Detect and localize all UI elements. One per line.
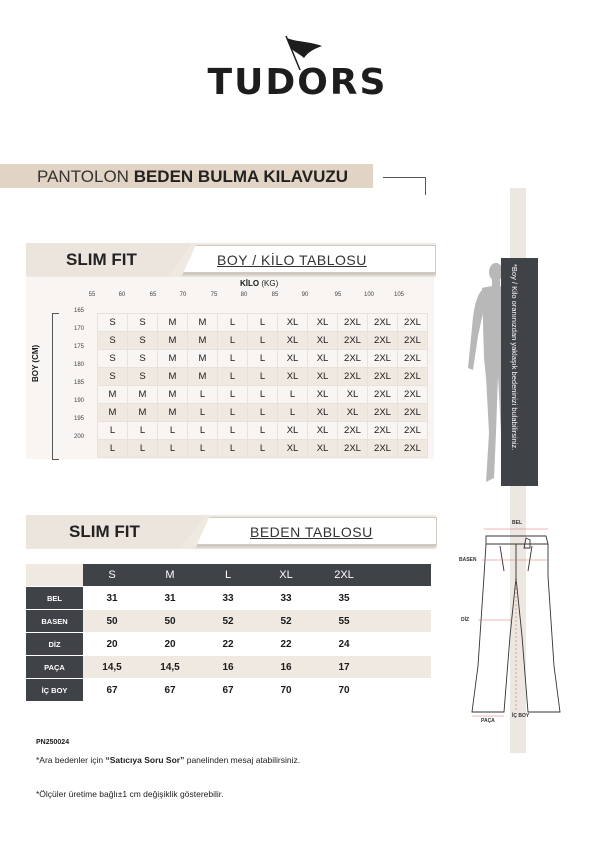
size-cell: 2XL bbox=[368, 350, 398, 368]
size-cell: M bbox=[128, 404, 158, 422]
kilo-tick: 75 bbox=[210, 292, 218, 298]
measure-row bbox=[26, 633, 431, 656]
boy-tick: 180 bbox=[73, 362, 84, 368]
size-cell: 2XL bbox=[338, 368, 368, 386]
note-ara-beden bbox=[36, 755, 300, 765]
size-cell: 2XL bbox=[368, 332, 398, 350]
size-cell: S bbox=[128, 314, 158, 332]
measure-cell: 67 bbox=[199, 679, 257, 702]
measure-row bbox=[26, 679, 431, 702]
size-cell: M bbox=[158, 368, 188, 386]
side-note: *Boy / Kilo oranınızdan yaklaşık bedeninizi bulabilirsiniz. bbox=[510, 264, 519, 451]
measure-cell: 33 bbox=[199, 587, 257, 610]
measure-cell: 52 bbox=[257, 610, 315, 633]
note1-post: panelinden mesaj atabilirsiniz. bbox=[184, 755, 301, 765]
size-cell: XL bbox=[308, 332, 338, 350]
size-grid-row bbox=[98, 332, 428, 350]
size-cell: L bbox=[218, 314, 248, 332]
size-cell: 2XL bbox=[398, 314, 428, 332]
size-cell: M bbox=[98, 404, 128, 422]
measure-row bbox=[26, 587, 431, 610]
measure-cell: 22 bbox=[257, 633, 315, 656]
size-cell: 2XL bbox=[338, 332, 368, 350]
kilo-tick: 95 bbox=[334, 292, 342, 298]
size-cell: 2XL bbox=[398, 350, 428, 368]
size-cell: S bbox=[98, 332, 128, 350]
size-cell: 2XL bbox=[338, 422, 368, 440]
size-cell: M bbox=[158, 350, 188, 368]
measure-cell: 20 bbox=[83, 633, 141, 656]
size-cell: XL bbox=[308, 350, 338, 368]
size-cell: L bbox=[278, 404, 308, 422]
size-cell: XL bbox=[308, 440, 338, 458]
boy-tick: 170 bbox=[73, 326, 84, 332]
size-cell: 2XL bbox=[368, 368, 398, 386]
size-cell: L bbox=[218, 386, 248, 404]
size-grid-row bbox=[98, 314, 428, 332]
size-cell: XL bbox=[338, 404, 368, 422]
measure-cell: 31 bbox=[83, 587, 141, 610]
size-cell: XL bbox=[338, 386, 368, 404]
pants-label-diz: DİZ bbox=[461, 617, 470, 623]
size-cell: L bbox=[188, 422, 218, 440]
measure-empty-cell bbox=[373, 633, 431, 656]
size-cell: XL bbox=[308, 422, 338, 440]
size-cell: L bbox=[248, 386, 278, 404]
measure-cell: 17 bbox=[315, 656, 373, 679]
boy-tick: 185 bbox=[73, 380, 84, 386]
kilo-tick: 60 bbox=[118, 292, 126, 298]
measure-corner bbox=[26, 564, 83, 587]
measure-row bbox=[26, 610, 431, 633]
measure-cell: 70 bbox=[315, 679, 373, 702]
title-bold: BEDEN BULMA KILAVUZU bbox=[133, 167, 349, 186]
title-line-vertical bbox=[425, 177, 426, 195]
note1-bold: “Satıcıya Soru Sor” bbox=[105, 755, 185, 765]
measure-size-header: L bbox=[199, 564, 257, 587]
size-grid-row bbox=[98, 350, 428, 368]
size-cell: XL bbox=[308, 404, 338, 422]
size-grid-row bbox=[98, 386, 428, 404]
size-cell: XL bbox=[278, 422, 308, 440]
size-cell: XL bbox=[308, 368, 338, 386]
kilo-tick: 70 bbox=[179, 292, 187, 298]
measure-cell: 24 bbox=[315, 633, 373, 656]
measure-cell: 14,5 bbox=[83, 656, 141, 679]
measurement-table bbox=[26, 564, 431, 701]
size-cell: L bbox=[188, 440, 218, 458]
measure-header-row bbox=[26, 564, 431, 587]
page-title bbox=[37, 167, 348, 187]
size-cell: 2XL bbox=[338, 350, 368, 368]
measure-size-header: XL bbox=[257, 564, 315, 587]
measure-cell: 14,5 bbox=[141, 656, 199, 679]
size-cell: XL bbox=[278, 350, 308, 368]
size-grid-row bbox=[98, 368, 428, 386]
section2-heading: BEDEN TABLOSU bbox=[250, 524, 373, 540]
measure-cell: 50 bbox=[83, 610, 141, 633]
size-cell: L bbox=[248, 440, 278, 458]
size-cell: 2XL bbox=[398, 404, 428, 422]
size-cell: 2XL bbox=[368, 386, 398, 404]
size-cell: S bbox=[128, 368, 158, 386]
size-grid bbox=[97, 313, 428, 458]
measure-cell: 16 bbox=[199, 656, 257, 679]
boy-label: BOY (CM) bbox=[31, 344, 40, 382]
measure-row-label: İÇ BOY bbox=[26, 679, 83, 702]
measure-cell: 20 bbox=[141, 633, 199, 656]
kilo-tick: 80 bbox=[240, 292, 248, 298]
boy-tick: 165 bbox=[73, 308, 84, 314]
size-cell: L bbox=[248, 350, 278, 368]
pants-label-ic-boy: İÇ BOY bbox=[512, 713, 530, 719]
size-cell: 2XL bbox=[368, 404, 398, 422]
size-cell: 2XL bbox=[338, 314, 368, 332]
title-light: PANTOLON bbox=[37, 167, 129, 186]
measure-cell: 50 bbox=[141, 610, 199, 633]
note1-pre: *Ara bedenler için bbox=[36, 755, 106, 765]
pants-label-bel: BEL bbox=[512, 520, 522, 526]
note-olcu: *Ölçüler üretime bağlı±1 cm değişiklik gösterebilir. bbox=[36, 789, 224, 799]
boy-tick: 200 bbox=[73, 434, 84, 440]
measure-empty-cell bbox=[373, 587, 431, 610]
size-cell: L bbox=[128, 440, 158, 458]
size-cell: 2XL bbox=[398, 386, 428, 404]
size-cell: L bbox=[158, 422, 188, 440]
size-cell: XL bbox=[308, 314, 338, 332]
size-cell: S bbox=[98, 368, 128, 386]
size-cell: M bbox=[158, 386, 188, 404]
section2-tab-label: SLIM FIT bbox=[69, 522, 140, 541]
size-cell: L bbox=[218, 350, 248, 368]
kilo-tick: 55 bbox=[88, 292, 96, 298]
measure-cell: 55 bbox=[315, 610, 373, 633]
brand-logo: TUDORS bbox=[207, 62, 388, 103]
size-grid-row bbox=[98, 440, 428, 458]
size-cell: 2XL bbox=[398, 368, 428, 386]
kilo-unit: (KG) bbox=[261, 279, 279, 288]
measure-empty-header bbox=[373, 564, 431, 587]
size-cell: 2XL bbox=[368, 440, 398, 458]
kilo-tick: 90 bbox=[301, 292, 309, 298]
size-cell: L bbox=[218, 368, 248, 386]
size-cell: L bbox=[98, 440, 128, 458]
size-cell: S bbox=[98, 350, 128, 368]
measure-empty-cell bbox=[373, 656, 431, 679]
size-cell: 2XL bbox=[338, 440, 368, 458]
kilo-label: KİLO bbox=[240, 279, 260, 288]
section1-tab-label: SLIM FIT bbox=[66, 250, 137, 269]
size-cell: L bbox=[158, 440, 188, 458]
measure-cell: 35 bbox=[315, 587, 373, 610]
kilo-tick: 65 bbox=[149, 292, 157, 298]
size-cell: S bbox=[128, 350, 158, 368]
size-cell: M bbox=[158, 314, 188, 332]
size-cell: L bbox=[248, 314, 278, 332]
kilo-title bbox=[240, 279, 278, 288]
measure-row-label: PAÇA bbox=[26, 656, 83, 679]
size-cell: L bbox=[188, 386, 218, 404]
title-line bbox=[383, 177, 425, 178]
kilo-tick: 100 bbox=[363, 292, 374, 298]
measure-row-label: BEL bbox=[26, 587, 83, 610]
measure-size-header: S bbox=[83, 564, 141, 587]
kilo-tick: 105 bbox=[393, 292, 404, 298]
measure-row-label: BASEN bbox=[26, 610, 83, 633]
boy-bracket bbox=[52, 313, 59, 460]
size-cell: 2XL bbox=[398, 440, 428, 458]
size-cell: XL bbox=[278, 332, 308, 350]
size-cell: 2XL bbox=[398, 422, 428, 440]
size-cell: M bbox=[158, 404, 188, 422]
size-grid-row bbox=[98, 404, 428, 422]
size-cell: L bbox=[98, 422, 128, 440]
measure-cell: 52 bbox=[199, 610, 257, 633]
pants-label-basen: BASEN bbox=[459, 557, 477, 563]
size-cell: L bbox=[218, 422, 248, 440]
measure-cell: 67 bbox=[141, 679, 199, 702]
size-cell: M bbox=[188, 368, 218, 386]
size-cell: 2XL bbox=[398, 332, 428, 350]
measure-cell: 22 bbox=[199, 633, 257, 656]
size-cell: XL bbox=[278, 314, 308, 332]
product-code: PN250024 bbox=[36, 739, 70, 746]
section1-heading: BOY / KİLO TABLOSU bbox=[217, 252, 367, 268]
size-cell: L bbox=[218, 332, 248, 350]
size-cell: S bbox=[98, 314, 128, 332]
size-cell: L bbox=[128, 422, 158, 440]
boy-tick: 195 bbox=[73, 416, 84, 422]
size-cell: L bbox=[218, 440, 248, 458]
size-cell: 2XL bbox=[368, 314, 398, 332]
size-cell: M bbox=[158, 332, 188, 350]
size-cell: L bbox=[218, 404, 248, 422]
size-cell: XL bbox=[278, 440, 308, 458]
size-cell: M bbox=[188, 314, 218, 332]
measure-size-header: M bbox=[141, 564, 199, 587]
size-cell: L bbox=[248, 422, 278, 440]
measure-cell: 31 bbox=[141, 587, 199, 610]
size-cell: M bbox=[188, 332, 218, 350]
pants-diagram-icon bbox=[464, 516, 570, 722]
measure-empty-cell bbox=[373, 610, 431, 633]
pants-label-paca: PAÇA bbox=[481, 718, 495, 724]
kilo-tick: 85 bbox=[271, 292, 279, 298]
size-cell: L bbox=[278, 386, 308, 404]
size-cell: L bbox=[248, 404, 278, 422]
measure-row-label: DİZ bbox=[26, 633, 83, 656]
measure-cell: 33 bbox=[257, 587, 315, 610]
size-cell: M bbox=[128, 386, 158, 404]
measure-size-header: 2XL bbox=[315, 564, 373, 587]
measure-row bbox=[26, 656, 431, 679]
size-cell: L bbox=[188, 404, 218, 422]
size-cell: XL bbox=[278, 368, 308, 386]
measure-cell: 16 bbox=[257, 656, 315, 679]
measure-cell: 67 bbox=[83, 679, 141, 702]
boy-tick: 175 bbox=[73, 344, 84, 350]
size-cell: M bbox=[98, 386, 128, 404]
size-cell: L bbox=[248, 368, 278, 386]
size-grid-row bbox=[98, 422, 428, 440]
measure-empty-cell bbox=[373, 679, 431, 702]
boy-tick: 190 bbox=[73, 398, 84, 404]
size-cell: L bbox=[248, 332, 278, 350]
size-cell: 2XL bbox=[368, 422, 398, 440]
measure-cell: 70 bbox=[257, 679, 315, 702]
size-cell: M bbox=[188, 350, 218, 368]
size-cell: S bbox=[128, 332, 158, 350]
size-cell: XL bbox=[308, 386, 338, 404]
